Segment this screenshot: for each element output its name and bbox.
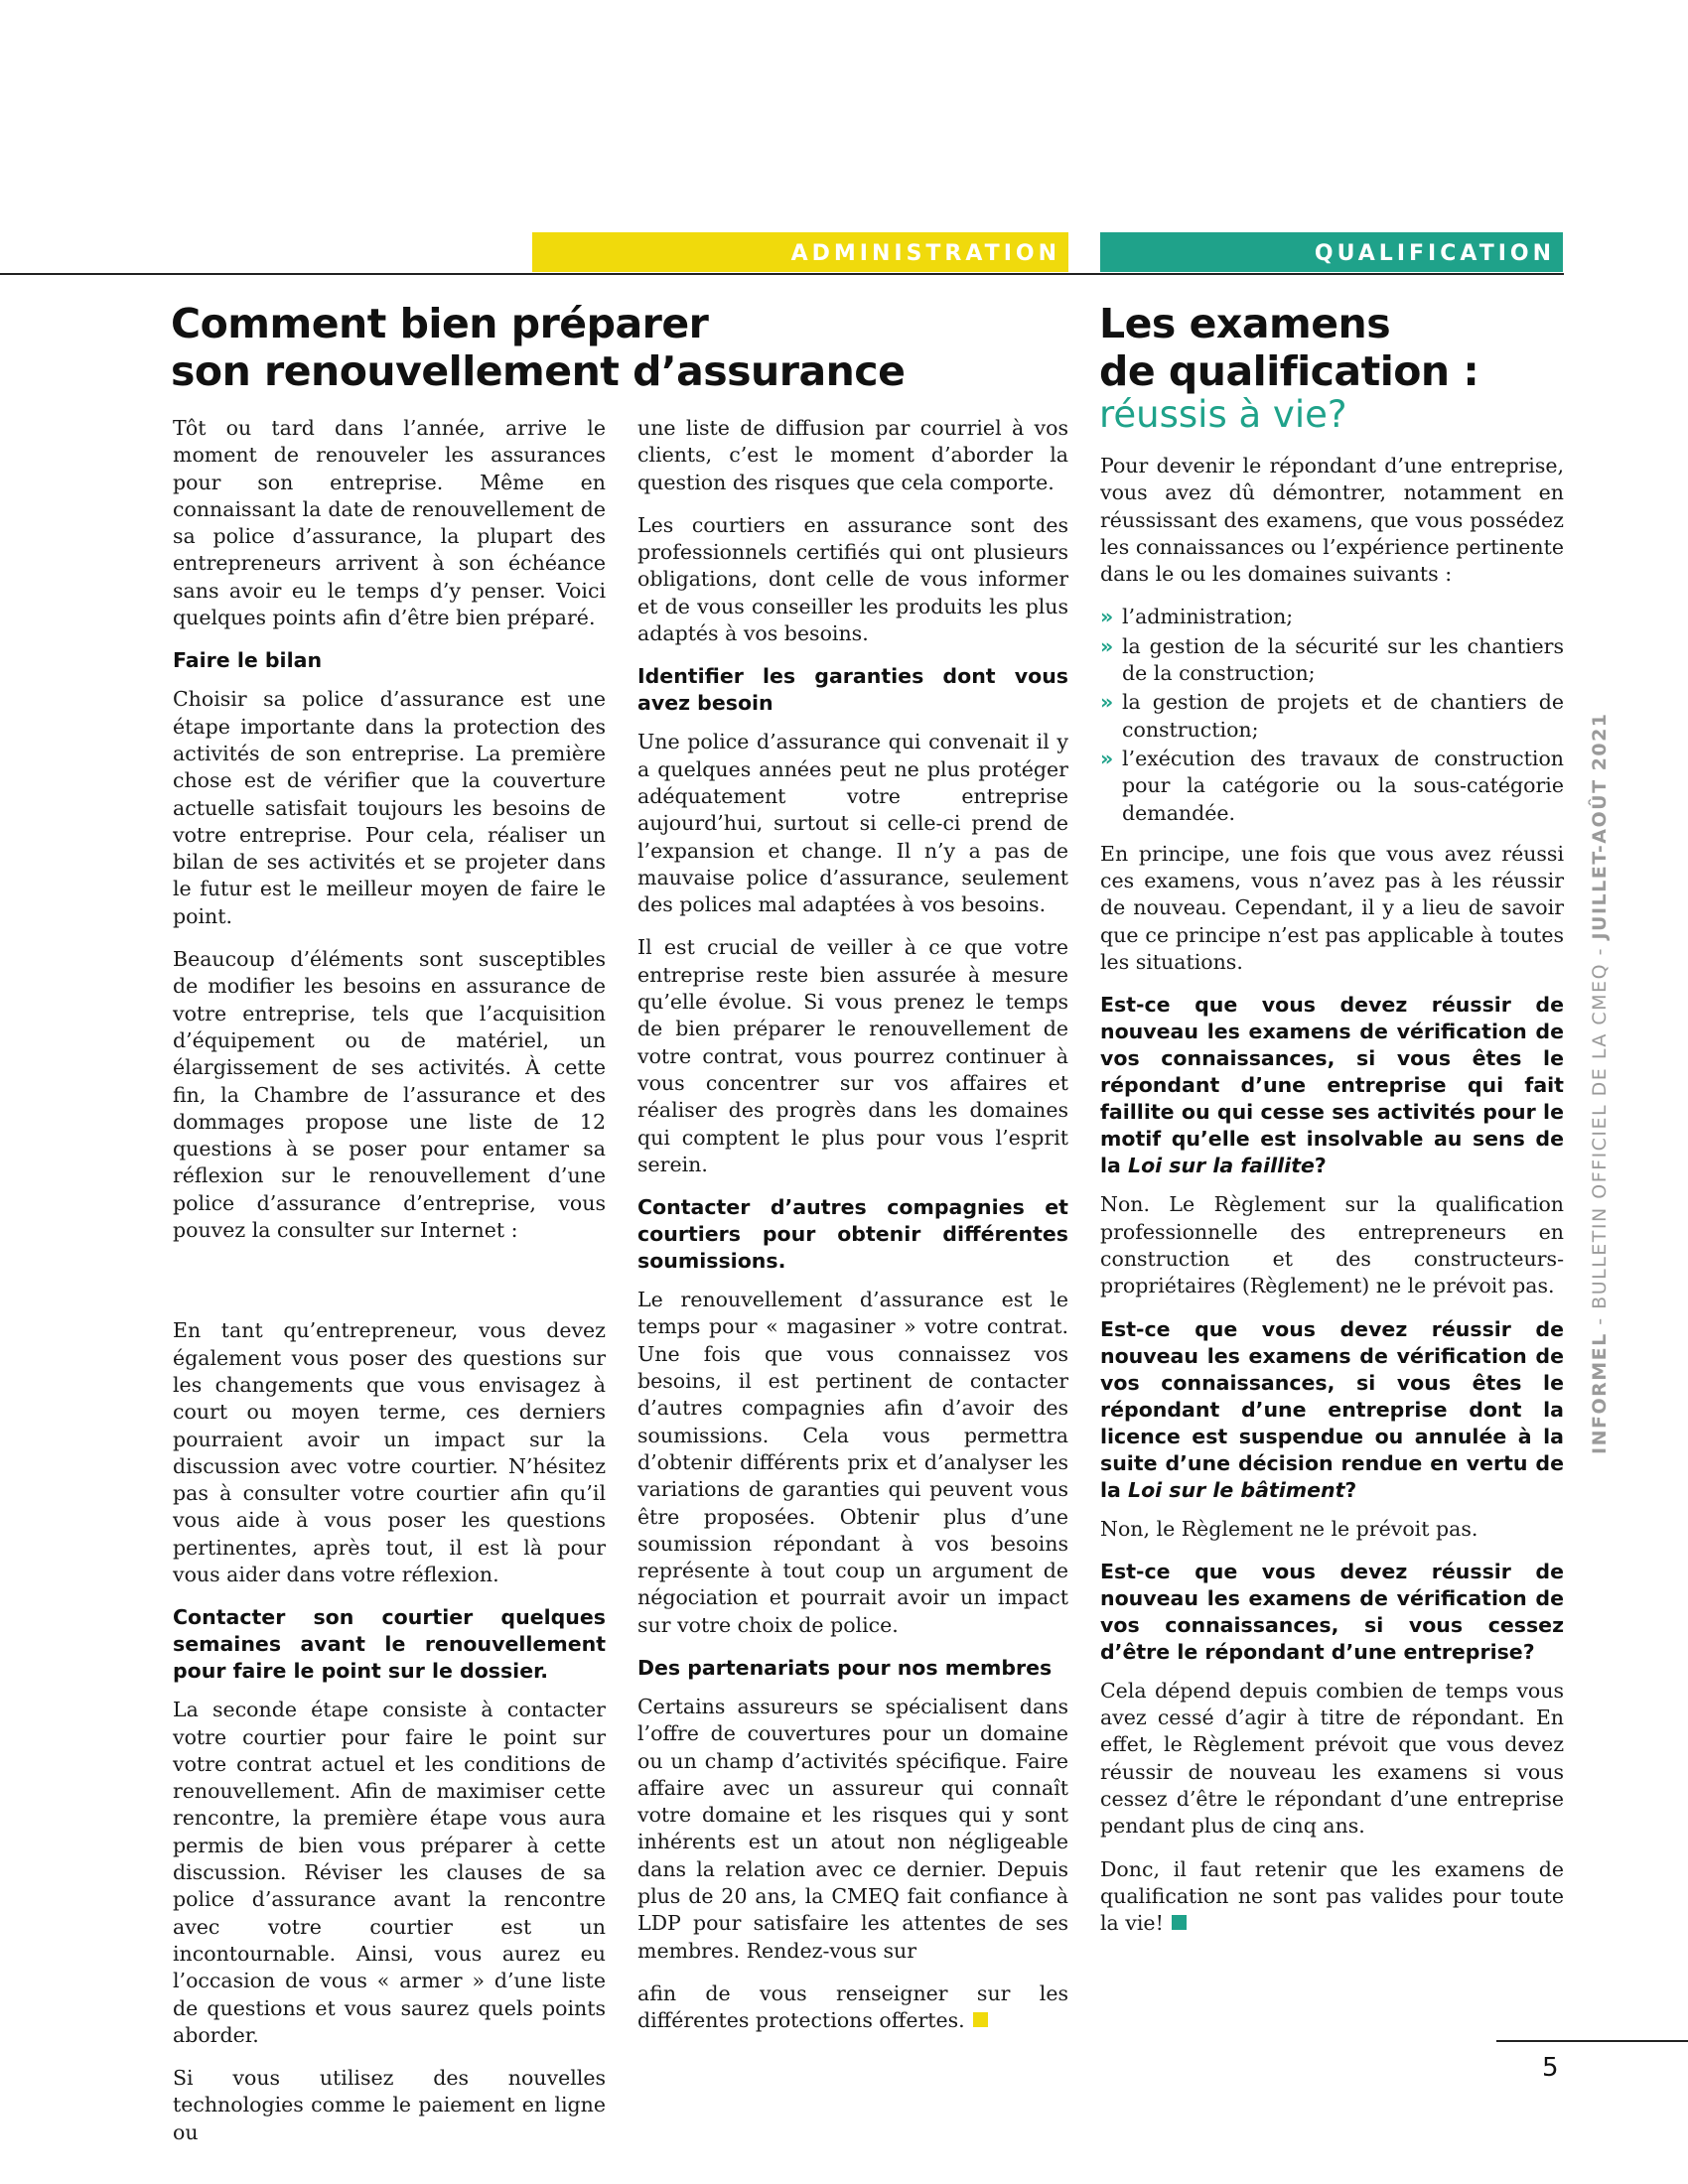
end-mark-icon [1172,1915,1187,1930]
page-number: 5 [1542,2053,1559,2083]
article-title-insurance [171,300,905,395]
answer-paragraph: Cela dépend depuis combien de temps vous avez cessé d’agir à titre de répondant. En effet, le Règlement prévoit que vous devez réussir de nouveau les examens si vous cessez d’être le répondant d’une entreprise pendant plus de cinq ans. [1100,1678,1564,1839]
heading-contacter-courtier: Contacter son courtier quelques semaines avant le renouvellement pour faire le point sur le dossier. [173,1605,606,1684]
paragraph: Beaucoup d’éléments sont susceptibles de modifier les besoins en assurance de votre entreprise, tels que l’acquisition d’équipement ou de matériel, un élargissement de ses activités. À cette fin, la Chambre de l’assurance et des dommages propose une liste de 12 questions à se poser pour entamer sa réflexion sur le renouvellement d’une police d’assurance d’entreprise, vous pouvez la consulter sur Internet : [173,947,606,1243]
chevron-bullet-icon: » [1100,690,1114,715]
footer-rule [1496,2040,1688,2042]
separator: - [1589,939,1611,963]
list-item [1100,633,1564,688]
question-heading-faillite [1100,992,1564,1179]
header-rule [0,273,1564,275]
list-item-text: la gestion de la sécurité sur les chantiers de la construction; [1122,633,1564,686]
answer-paragraph: Non. Le Règlement sur la qualification professionnelle des entrepreneurs en construction et des constructeurs-propriétaires (Règlement) ne le prévoit pas. [1100,1192,1564,1298]
question-mark: ? [1314,1154,1327,1178]
question-heading-licence [1100,1316,1564,1504]
law-title: Loi sur la faillite [1128,1154,1315,1178]
list-item-text: l’administration; [1122,605,1294,629]
paragraph: En principe, une fois que vous avez réussi ces examens, vous n’avez pas à les réussir de nouveau. Cependant, il y a lieu de savoir que ce principe n’est pas applicable à toutes les situations. [1100,841,1564,975]
paragraph: Choisir sa police d’assurance est une étape importante dans la protection des activités de son entreprise. La première chose est de vérifier que la couverture actuelle satisfait toujours les besoins de votre entreprise. Pour cela, réaliser un bilan de ses activités et se projeter dans le futur est le meilleur moyen de faire le point. [173,687,606,928]
link-placeholder [173,1260,606,1317]
conclusion-paragraph [1100,1856,1564,1938]
article-subtitle: réussis à vie? [1099,393,1347,436]
paragraph: Une police d’assurance qui convenait il y a quelques années peut ne plus protéger adéquatement votre entreprise aujourd’hui, surtout si celle-ci prend de l’expansion et change. Il n’y a pas de mauvaise police d’assurance, seulement des polices mal adaptées à vos besoins. [637,730,1068,917]
article-title-exams [1099,300,1478,395]
section-tag-qualification: QUALIFICATION [1100,232,1563,272]
heading-contacter-compagnies: Contacter d’autres compagnies et courtiers pour obtenir différentes soumissions. [637,1195,1068,1274]
heading-partenariats: Des partenariats pour nos membres [637,1655,1053,1680]
law-title: Loi sur le bâtiment [1128,1477,1345,1502]
publication-name: INFORMEL [1589,1332,1611,1454]
paragraph-text: Donc, il faut retenir que les examens de qualification ne sont pas valides pour toute la vie! [1100,1856,1564,1936]
list-item-text: l’exécution des travaux de construction pour la catégorie ou la sous-catégorie demandée. [1122,746,1564,825]
issue-date: JUILLET-AOÛT 2021 [1589,712,1611,940]
title-line-2: son renouvellement d’assurance [171,347,906,395]
answer-paragraph: Non, le Règlement ne le prévoit pas. [1100,1516,1478,1541]
heading-identifier-garanties: Identifier les garanties dont vous avez besoin [637,664,1068,716]
chevron-bullet-icon: » [1100,633,1114,658]
column-2 [637,415,1068,2051]
paragraph-final [637,1980,1068,2035]
list-item [1100,746,1564,827]
publication-sidebar [1589,712,1615,1454]
list-item [1100,689,1564,744]
question-mark: ? [1344,1477,1357,1502]
column-3 [1100,453,1564,1954]
paragraph: En tant qu’entrepreneur, vous devez également vous poser des questions sur les changements que vous envisagez à court ou moyen terme, ces derniers pourraient avoir un impact sur la discussion avec votre courtier. N’hésitez pas à consulter votre courtier afin qu’il vous aide à vous poser les questions pertinentes, après tout, il est là pour vous aider dans votre réflexion. [173,1318,606,1586]
paragraph: une liste de diffusion par courriel à vos clients, c’est le moment d’aborder la question des risques que cela comporte. [637,416,1068,494]
end-mark-icon [973,2012,988,2027]
list-item-text: la gestion de projets et de chantiers de construction; [1122,690,1564,742]
question-text: Est-ce que vous devez réussir de nouveau les examens de vérification de vos connaissances, si vous êtes le répondant d’une entreprise dont la licence est suspendue ou annulée à la suite d’une décision rendue en vertu de la [1100,1316,1564,1502]
heading-faire-le-bilan: Faire le bilan [173,648,323,673]
title-line-2: de qualification : [1099,347,1479,395]
paragraph: La seconde étape consiste à contacter votre courtier pour faire le point sur votre contrat actuel et les conditions de renouvellement. Afin de maximiser cette rencontre, la première étape vous aura permis de bien vous préparer à cette discussion. Réviser les clauses de sa police d’assurance avant la rencontre avec votre courtier est un incontournable. Ainsi, vous aurez eu l’occasion de vous « armer » d’une liste de questions et vous saurez quels points aborder. [173,1698,606,2047]
paragraph-intro: Pour devenir le répondant d’une entreprise, vous avez dû démontrer, notamment en réussissant des examens, que vous possédez les connaissances ou l’expérience pertinente dans le ou les domaines suivants : [1100,454,1564,587]
chevron-bullet-icon: » [1100,605,1114,629]
chevron-bullet-icon: » [1100,746,1114,770]
paragraph: Il est crucial de veiller à ce que votre entreprise reste bien assurée à mesure qu’elle évolue. Si vous prenez le temps de bien préparer le renouvellement de votre contrat, vous pourrez continuer à vous concentrer sur vos affaires et réaliser des progrès dans les domaines qui comptent le plus pour vous l’esprit serein. [637,935,1068,1176]
section-tag-administration: ADMINISTRATION [532,232,1068,272]
paragraph: Si vous utilisez des nouvelles technologies comme le paiement en ligne ou [173,2066,606,2144]
paragraph-intro: Tôt ou tard dans l’année, arrive le moment de renouveler les assurances pour son entreprise. Même en connaissant la date de renouvellement de sa police d’assurance, la plupart des entrepreneurs arrivent à son échéance sans avoir eu le temps d’y penser. Voici quelques points afin d’être bien préparé. [173,416,606,630]
separator: - [1589,1308,1611,1333]
column-1 [173,415,606,2162]
list-item [1100,604,1564,630]
question-heading-cessation: Est-ce que vous devez réussir de nouveau les examens de vérification de vos connaissances, si vous cessez d’être le répondant d’une entreprise? [1100,1559,1564,1664]
title-line-1: Comment bien préparer [171,300,709,347]
paragraph: Le renouvellement d’assurance est le temps pour « magasiner » votre contrat. Une fois que vous connaissez vos besoins, il est pertinent de contacter d’autres compagnies afin d’avoir des soumissions. Cela vous permettra d’obtenir différents prix et d’analyser les variations de garanties qui peuvent vous être proposées. Obtenir plus d’une soumission répondant à vos besoins représente à tout coup un argument de négociation et pourrait avoir un impact sur votre choix de police. [637,1288,1068,1637]
paragraph: Les courtiers en assurance sont des professionnels certifiés qui ont plusieurs obligations, dont celle de vous informer et de vous conseiller les produits les plus adaptés à vos besoins. [637,512,1068,646]
question-text: Est-ce que vous devez réussir de nouveau les examens de vérification de vos connaissances, si vous êtes le répondant d’une entreprise qui fait faillite ou qui cesse ses activités pour le motif qu’elle est insolvable au sens de la [1100,993,1564,1178]
bulletin-label: BULLETIN OFFICIEL DE LA CMEQ [1589,962,1611,1309]
paragraph: Certains assureurs se spécialisent dans l’offre de couvertures pour un domaine ou un champ d’activités spécifique. Faire affaire avec un assureur qui connaît votre domaine et les risques qui y sont inhérents est un atout non négligeable dans la relation avec ce dernier. Depuis plus de 20 ans, la CMEQ fait confiance à LDP pour satisfaire les attentes de ses membres. Rendez-vous sur [637,1694,1068,1963]
title-line-1: Les examens [1099,300,1391,347]
paragraph-text: afin de vous renseigner sur les différentes protections offertes. [637,1980,1068,2033]
domains-list [1100,604,1564,826]
